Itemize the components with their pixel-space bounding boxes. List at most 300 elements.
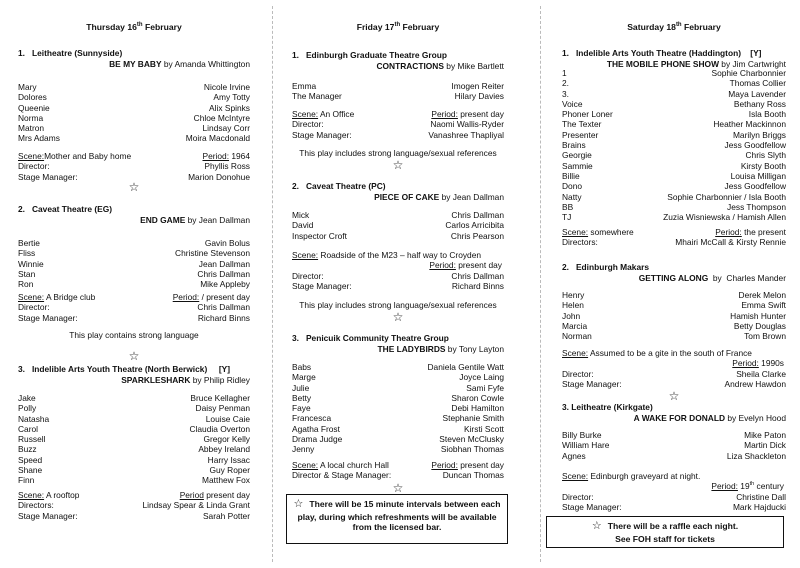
actor-name: Sophie Charbonnier (711, 68, 786, 78)
crew-row (18, 313, 250, 323)
crew-row (292, 130, 504, 140)
play-author: by Amanda Whittington (161, 59, 250, 69)
actor-name: Nicole Irvine (203, 82, 250, 92)
play-title: SPARKLESHARK (121, 375, 191, 385)
cast-row (562, 321, 786, 331)
character-name: Marcia (562, 320, 588, 331)
star-icon: ☆ (293, 498, 304, 510)
character-name: Bertie (18, 238, 40, 248)
crew-row (18, 500, 250, 510)
friday-column (292, 0, 504, 568)
cast-row (292, 393, 504, 403)
character-name: Carol (18, 423, 39, 434)
period-label: Period: (431, 460, 458, 470)
actor-name: Bruce Kellagher (190, 393, 250, 403)
play-title: CONTRACTIONS (376, 61, 444, 71)
scene-period-row (18, 490, 250, 500)
character-name: Sammie (562, 160, 593, 171)
scene-block (292, 250, 504, 291)
crew-name: Mhairi McCall & Kirsty Rennie (675, 237, 786, 248)
fold-line-1 (272, 6, 273, 562)
play-author: by Philip Ridley (190, 375, 250, 385)
cast-row (18, 238, 250, 248)
content-warning: This play contains strong language (69, 330, 199, 340)
play-author: by Evelyn Hood (725, 413, 786, 423)
period (202, 151, 250, 161)
cast-row (292, 383, 504, 393)
content-warning: This play includes strong language/sexual references (299, 148, 497, 158)
period (711, 481, 784, 491)
play-author: by Tony Layton (445, 344, 504, 354)
actor-name: Guy Roper (209, 465, 250, 476)
character-name: Mary (18, 82, 37, 92)
cast-row (292, 403, 504, 413)
period (732, 358, 784, 368)
cast-row (562, 290, 786, 300)
character-name: The Manager (292, 91, 342, 102)
cast-list (292, 362, 504, 455)
scene (292, 460, 389, 470)
cast-row (562, 440, 786, 450)
scene (18, 292, 95, 302)
actor-name: Tom Brown (744, 331, 786, 342)
period (173, 292, 250, 302)
cast-row (292, 362, 504, 372)
character-name: 3. (562, 88, 569, 99)
star-icon: ☆ (591, 520, 602, 532)
crew-name: Sarah Potter (202, 510, 250, 521)
play-author: by Mike Bartlett (443, 61, 504, 71)
scene-label: Scene: (18, 151, 45, 161)
day-heading: Saturday 18th February (627, 22, 721, 32)
play-title: A WAKE FOR DONALD (633, 413, 725, 423)
crew-row (562, 492, 786, 502)
character-name: Natasha (18, 413, 50, 424)
play-title-line (18, 375, 250, 385)
notice-box (546, 516, 784, 548)
crew-row (18, 511, 250, 521)
cast-row (18, 248, 250, 258)
play-title-line (562, 273, 786, 283)
crew-name: Mark Hajducki (732, 501, 786, 512)
actor-name: Maya Lavender (728, 88, 786, 99)
actor-name: Bethany Ross (733, 98, 786, 109)
period-text: present day (457, 109, 504, 119)
character-name: Billie (562, 170, 580, 181)
crew-name: Sheila Clarke (736, 368, 786, 379)
period-text: / present day (199, 292, 250, 302)
scene-period-row (292, 109, 504, 119)
scene-label: Scene: (18, 490, 45, 500)
character-name: Phoner Loner (562, 109, 613, 120)
cast-row (562, 89, 786, 99)
crew-role: Stage Manager: (292, 129, 352, 140)
actor-name: Moira Macdonald (185, 133, 250, 144)
actor-name: Martin Dick (744, 440, 786, 451)
crew-name: Duncan Thomas (442, 470, 504, 481)
actor-name: Gavin Bolus (204, 238, 250, 248)
actor-name: Joyce Laing (459, 372, 504, 383)
actor-name: Amy Totty (213, 92, 250, 103)
character-name: Faye (292, 403, 311, 414)
actor-name: Imogen Reiter (451, 81, 504, 91)
scene (562, 348, 752, 358)
scene-block (18, 490, 250, 521)
crew-role: Stage Manager: (18, 171, 78, 182)
character-name: Polly (18, 403, 37, 414)
cast-row (18, 475, 250, 485)
actor-name: Thomas Collier (729, 78, 786, 89)
crew-row (292, 470, 504, 480)
ordinal-suffix: th (136, 22, 143, 29)
actor-name: Zuzia Wisniewska / Hamish Allen (663, 212, 786, 223)
scene-block (562, 471, 786, 512)
cast-row (18, 269, 250, 279)
actor-name: Marilyn Briggs (732, 129, 786, 140)
scene-label: Scene: (292, 460, 319, 470)
play-title: PIECE OF CAKE (374, 192, 440, 202)
cast-row (562, 311, 786, 321)
crew-role: Director: (292, 270, 324, 281)
period-text: 19th century (737, 481, 784, 492)
actor-name: Jess Goodfellow (724, 181, 786, 192)
actor-name: Louisa Milligan (730, 170, 786, 181)
period (431, 109, 504, 119)
crew-name: Richard Binns (451, 280, 504, 291)
character-name: Agatha Frost (292, 423, 340, 434)
crew-row (18, 161, 250, 171)
cast-row (562, 300, 786, 310)
notice-box (286, 494, 508, 544)
group-name: 3. Leitheatre (Kirkgate) (562, 402, 653, 412)
period-text: the present (741, 227, 786, 237)
star-divider: ☆ (128, 349, 140, 363)
cast-row (18, 465, 250, 475)
scene-text: Assumed to be a gite in the south of France (588, 348, 752, 358)
cast-row (562, 171, 786, 181)
crew-role: Stage Manager: (18, 510, 78, 521)
scene-period-row (562, 348, 786, 358)
cast-row (562, 192, 786, 202)
cast-row (292, 413, 504, 423)
scene-label: Scene: (562, 227, 589, 237)
star-divider: ☆ (128, 180, 140, 194)
scene (562, 471, 700, 481)
play-title-line (18, 59, 250, 69)
scene-block (292, 109, 504, 140)
cast-list (18, 393, 250, 486)
cast-row (18, 82, 250, 92)
character-name: Drama Judge (292, 434, 343, 445)
scene-period-row (292, 460, 504, 470)
actor-name: Betty Douglas (733, 320, 786, 331)
group-name: 1. Indelible Arts Youth Theatre (Haddington) [Y] (562, 48, 762, 58)
ordinal-suffix: th (749, 481, 755, 488)
crew-row (562, 237, 786, 247)
actor-name: Alix Spinks (209, 102, 250, 113)
character-name: Russell (18, 434, 46, 445)
cast-list (292, 81, 504, 102)
cast-row (562, 99, 786, 109)
cast-row (562, 119, 786, 129)
actor-name: Sharon Cowle (451, 392, 504, 403)
actor-name: Lindsay Corr (202, 123, 250, 134)
period-label: Period (179, 490, 204, 500)
play-author: by Jean Dallman (439, 192, 504, 202)
period-label: Period: (429, 260, 456, 271)
character-name: Brains (562, 140, 586, 151)
scene-text: somewhere (588, 227, 634, 237)
group-name: 1. Leitheatre (Sunnyside) (18, 48, 123, 58)
star-divider: ☆ (392, 158, 404, 172)
period (429, 260, 502, 270)
scene-block (18, 292, 250, 323)
cast-row (18, 113, 250, 123)
character-name: Julie (292, 382, 310, 393)
cast-row (18, 414, 250, 424)
cast-row (562, 140, 786, 150)
scene-period-row (562, 471, 786, 481)
group-name: 2. Caveat Theatre (PC) (292, 181, 386, 191)
period-label: Period: (715, 227, 742, 237)
character-name: Marge (292, 372, 316, 383)
character-name: Mick (292, 210, 310, 220)
cast-row (292, 434, 504, 444)
scene-label: Scene: (562, 471, 589, 481)
character-name: Norman (562, 331, 592, 342)
play-title-line (292, 192, 504, 202)
cast-row (18, 259, 250, 269)
period-label: Period: (202, 151, 230, 161)
play-title-line (292, 61, 504, 71)
scene-text: A rooftop (44, 490, 80, 500)
actor-name: Matthew Fox (202, 475, 250, 486)
crew-role: Directors: (562, 237, 598, 248)
cast-list (292, 210, 504, 241)
period-row (562, 358, 786, 368)
cast-list (18, 82, 250, 144)
play-author: by Jim Cartwright (718, 59, 786, 69)
character-name: 1 (562, 68, 567, 78)
scene-text: A local church Hall (318, 460, 389, 470)
cast-row (18, 92, 250, 102)
character-name: Buzz (18, 444, 37, 455)
actor-name: Mike Paton (744, 430, 786, 440)
crew-role: Stage Manager: (562, 501, 622, 512)
scene-period-row (562, 227, 786, 237)
scene-label: Scene: (562, 348, 589, 358)
thursday-column (18, 0, 250, 568)
actor-name: Chris Dallman (197, 268, 250, 279)
period-text: present day (203, 490, 250, 500)
period-text: 1990s (758, 358, 784, 369)
character-name: Voice (562, 98, 583, 109)
character-name: John (562, 310, 581, 321)
play-title: GETTING ALONG (638, 273, 709, 283)
scene-block (18, 151, 250, 182)
notice-text: There will be 15 minute intervals between each play, during which refreshments will be available from the licensed bar. (297, 499, 501, 533)
cast-row (562, 331, 786, 341)
group-name: 2. Edinburgh Makars (562, 262, 650, 272)
cast-list (562, 430, 786, 461)
actor-name: Kirsti Scott (463, 423, 504, 434)
scene-block (562, 227, 786, 248)
actor-name: Claudia Overton (189, 423, 250, 434)
scene-label: Scene: (18, 292, 45, 302)
actor-name: Derek Melon (738, 290, 786, 300)
character-name: Speed (18, 454, 43, 465)
actor-name: Isla Booth (748, 109, 786, 120)
scene (562, 227, 634, 237)
actor-name: Daniela Gentile Watt (427, 362, 504, 372)
period (715, 227, 786, 237)
ordinal-suffix: th (394, 22, 401, 29)
character-name: Inspector Croft (292, 230, 347, 241)
character-name: Finn (18, 475, 35, 486)
crew-name: Richard Binns (197, 312, 250, 323)
cast-row (562, 130, 786, 140)
day-heading: Thursday 16th February (86, 22, 182, 32)
character-name: Babs (292, 362, 312, 372)
actor-name: Carlos Arricibita (445, 220, 504, 231)
ordinal-suffix: th (675, 22, 682, 29)
period-text: 1964 (229, 151, 250, 161)
period-label: Period: (711, 481, 738, 492)
star-divider: ☆ (392, 481, 404, 495)
crew-row (562, 379, 786, 389)
cast-row (18, 393, 250, 403)
character-name: Agnes (562, 450, 586, 461)
period-text: present day (457, 460, 504, 470)
cast-row (292, 81, 504, 91)
character-name: Matron (18, 123, 45, 134)
cast-row (292, 220, 504, 230)
period (180, 490, 250, 500)
cast-row (562, 451, 786, 461)
actor-name: Christine Stevenson (175, 248, 250, 259)
actor-name: Abbey Ireland (198, 444, 250, 455)
character-name: The Texter (562, 119, 602, 130)
crew-row (18, 302, 250, 312)
character-name: Queenie (18, 102, 50, 113)
cast-row (562, 202, 786, 212)
crew-row (292, 119, 504, 129)
crew-name: Lindsay Spear & Linda Grant (142, 500, 250, 511)
character-name: Henry (562, 290, 585, 300)
crew-role: Director & Stage Manager: (292, 470, 392, 481)
scene (18, 490, 79, 500)
play-title: BE MY BABY (109, 59, 162, 69)
cast-row (562, 181, 786, 191)
character-name: William Hare (562, 440, 610, 451)
character-name: 2. (562, 78, 569, 89)
crew-role: Director: (292, 119, 324, 130)
cast-row (18, 424, 250, 434)
cast-list (562, 290, 786, 341)
scene (292, 250, 481, 260)
character-name: Dono (562, 181, 583, 192)
cast-row (292, 91, 504, 101)
actor-name: Hilary Davies (454, 91, 504, 102)
crew-role: Director: (18, 161, 50, 172)
notice-line-1 (553, 520, 777, 534)
character-name: Francesca (292, 413, 332, 424)
character-name: Jenny (292, 444, 315, 455)
character-name: Presenter (562, 129, 599, 140)
scene (18, 151, 131, 161)
actor-name: Kirsty Booth (740, 160, 786, 171)
crew-role: Director: (562, 368, 594, 379)
period-label: Period: (431, 109, 458, 119)
crew-name: Naomi Wallis-Ryder (430, 119, 504, 130)
actor-name: Steven McClusky (439, 434, 504, 445)
actor-name: Gregor Kelly (203, 434, 250, 445)
cast-row (18, 403, 250, 413)
crew-name: Christine Dall (736, 491, 786, 502)
period-row (292, 260, 504, 270)
character-name: Shane (18, 465, 43, 476)
cast-row (18, 133, 250, 143)
play-title: THE MOBILE PHONE SHOW (606, 59, 719, 69)
cast-row (18, 103, 250, 113)
actor-name: Sophie Charbonnier / Isla Booth (667, 191, 786, 202)
character-name: BB (562, 201, 574, 212)
character-name: Winnie (18, 258, 44, 269)
scene-block (292, 460, 504, 481)
cast-row (562, 78, 786, 88)
crew-role: Stage Manager: (562, 378, 622, 389)
star-divider: ☆ (392, 310, 404, 324)
scene-period-row (18, 292, 250, 302)
character-name: Helen (562, 300, 584, 311)
cast-list (562, 68, 786, 222)
character-name: TJ (562, 212, 572, 223)
cast-row (18, 123, 250, 133)
character-name: Mrs Adams (18, 133, 60, 144)
crew-name: Vanashree Thapliyal (428, 129, 504, 140)
crew-role: Stage Manager: (292, 280, 352, 291)
play-title-line (18, 215, 250, 225)
play-title: END GAME (140, 215, 186, 225)
scene-label: Scene: (292, 250, 319, 260)
cast-row (562, 212, 786, 222)
scene-text: A Bridge club (44, 292, 96, 302)
group-name: 2. Caveat Theatre (EG) (18, 204, 113, 214)
actor-name: Chris Slyth (745, 150, 786, 161)
actor-name: Mike Appleby (200, 279, 250, 290)
actor-name: Jean Dallman (198, 258, 250, 269)
character-name: Natty (562, 191, 582, 202)
character-name: Georgie (562, 150, 592, 161)
play-author: by Jean Dallman (185, 215, 250, 225)
scene-period-row (18, 151, 250, 161)
crew-name: Chris Dallman (451, 270, 504, 281)
period-row (562, 481, 786, 491)
character-name: Dolores (18, 92, 47, 103)
play-title-line (562, 413, 786, 423)
cast-row (18, 434, 250, 444)
crew-role: Directors: (18, 500, 54, 511)
group-name: 1. Edinburgh Graduate Theatre Group (292, 50, 447, 60)
group-name: 3. Indelible Arts Youth Theatre (North Berwick) [Y] (18, 364, 231, 374)
character-name: Norma (18, 112, 44, 123)
actor-name: Stephanie Smith (442, 413, 504, 424)
actor-name: Louise Caie (205, 413, 250, 424)
crew-role: Director: (18, 302, 50, 313)
cast-row (18, 455, 250, 465)
scene-block (562, 348, 786, 389)
actor-name: Jess Thompson (727, 201, 786, 212)
